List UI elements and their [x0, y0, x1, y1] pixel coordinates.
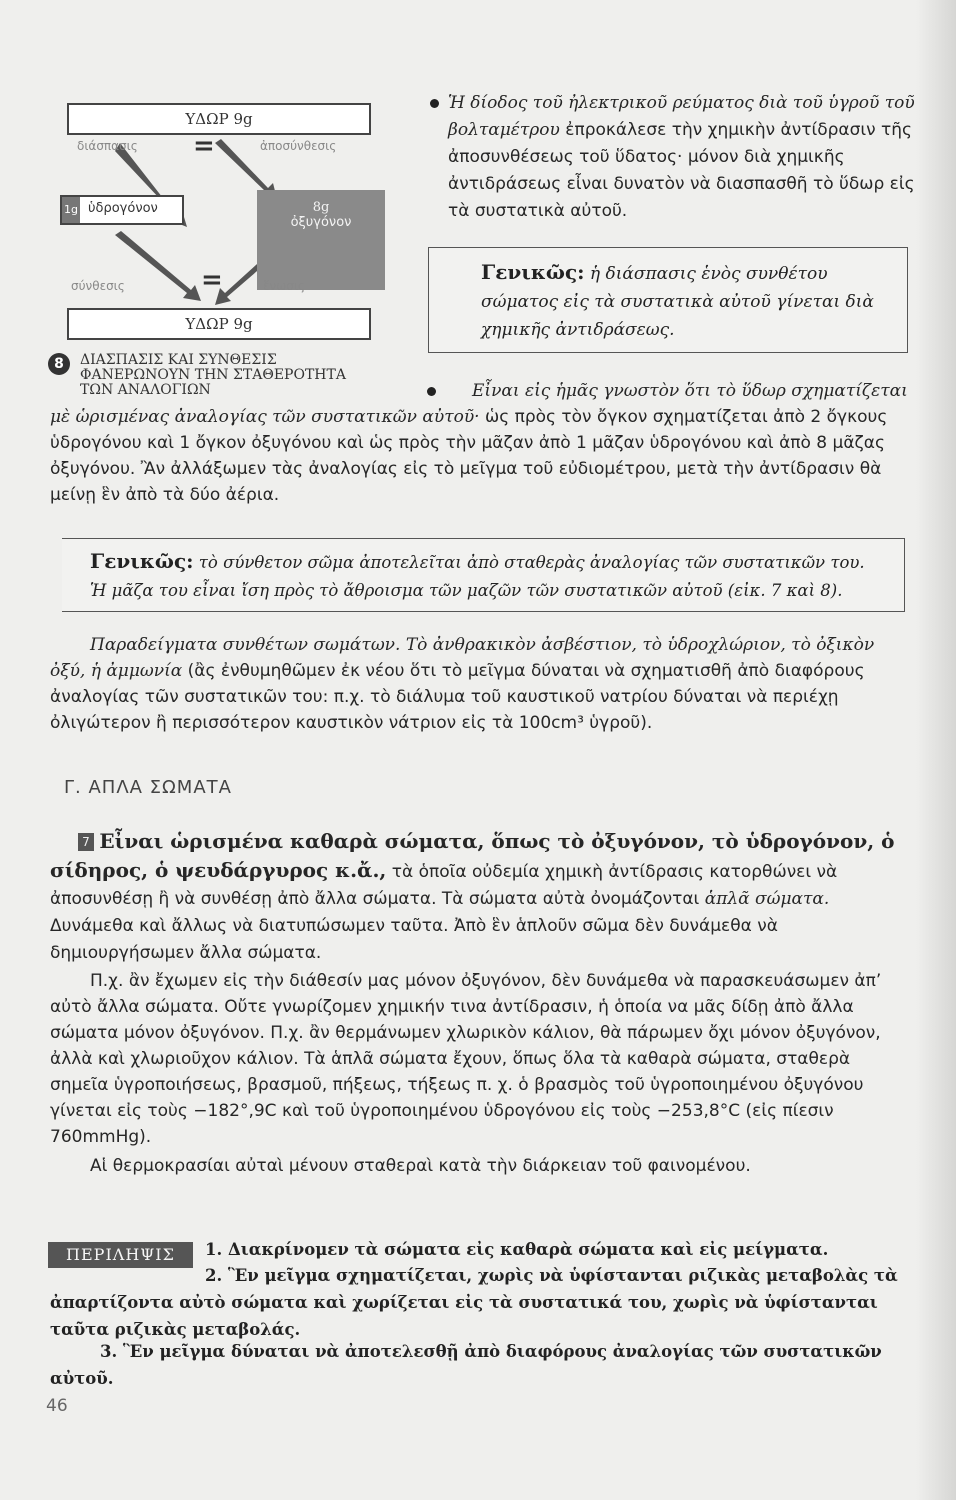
paragraph-4 — [50, 828, 908, 967]
general-box-1 — [428, 247, 908, 353]
bullet-1 — [430, 99, 439, 108]
general-text-2b: Ἡ μᾶζα του εἶναι ἴση πρὸς τὸ ἄθροισμα τῶν μαζῶν τῶν συστατικῶν αὐτοῦ (εἰκ. 7 καὶ 8). — [90, 581, 843, 600]
general-box-2-content — [90, 547, 900, 605]
page-number: 46 — [46, 1396, 68, 1416]
recomposition-label: ἀποσύνθεσις — [260, 139, 337, 153]
oxygen-box — [257, 190, 385, 290]
general-text-2a: τὸ σύνθετον σῶμα ἀποτελεῖται ἀπὸ σταθερὰς ἀναλογίας τῶν συστατικῶν του. — [198, 553, 865, 572]
summary-item-1: 1. Διακρίνομεν τὰ σώματα εἰς καθαρὰ σώματα καὶ εἰς μείγματα. — [205, 1240, 829, 1259]
figure-caption: ΔΙΑΣΠΑΣΙΣ ΚΑΙ ΣΥΝΘΕΣΙΣ ΦΑΝΕΡΩΝΟΥΝ ΤΗΝ ΣΤΑΘΕΡΟΤΗΤΑ ΤΩΝ ΑΝΑΛΟΓΙΩΝ — [80, 352, 346, 398]
paragraph-6 — [50, 1153, 908, 1179]
paragraph-3-text: (ἂς ἐνθυμηθῶμεν ἐκ νέου ὅτι τὸ μεῖγμα δύναται νὰ σχηματισθῆ ἀπὸ διαφόρους ἀναλογίας τῶν συστατικῶν του: π.χ. τὸ διάλυμα τοῦ καυστικοῦ νατρίου δύναται νὰ περιέχῃ ὀλιγώτερον ἢ περισσότερον καυστικὸν νάτριον εἰς τὰ 100cm³ ὑγροῦ). — [50, 661, 865, 733]
decomposition-label: διάσπασις — [77, 139, 138, 153]
paragraph-number: 7 — [78, 833, 94, 851]
arrow-from-hydrogen — [115, 231, 201, 301]
paragraph-4-text-a: τὰ ὁποῖα οὐδεμία χημικὴ ἀντίδρασις κατορθώνει νὰ ἀποσυνθέσῃ ἢ νὰ συνθέσῃ ἀπὸ ἄλλα σώματα. Τὰ σώματα αὐτὰ ὀνομάζονται — [50, 862, 838, 909]
paragraph-4-bold: Εἶναι ὡρισμένα καθαρὰ σώματα, ὅπως τὸ ὀξυγόνον, τὸ ὑδρογόνον, ὁ σίδηρος, ὁ ψευδάργυρος κ.ἄ., — [50, 829, 895, 882]
summary-tag: ΠΕΡΙΛΗΨΙΣ — [48, 1242, 193, 1268]
general-heading-2: Γενικῶς: — [90, 549, 194, 573]
paragraph-3-italic: Παραδείγματα συνθέτων σωμάτων. Τὸ ἀνθρακικὸν ἀσβέστιον, τὸ ὑδροχλώριον, τὸ ὀξικὸν ὀξύ, ἡ ἀμμωνία — [50, 635, 875, 681]
paragraph-3 — [50, 632, 908, 736]
paragraph-1-text: ἐπροκάλεσε τὴν χημικὴν ἀντίδρασιν τῆς ἀποσυνθέσεως τοῦ ὕδατος· μόνον διὰ χημικῆς ἀντιδράσεως εἶναι δυνατὸν νὰ διασπασθῆ τὸ ὕδωρ εἰς τὰ συστατικὰ αὐτοῦ. — [448, 120, 915, 221]
union-label: ἕνωσις — [263, 279, 305, 293]
paragraph-1 — [448, 90, 916, 225]
paragraph-5 — [50, 968, 908, 1150]
general-heading-1: Γενικῶς: — [481, 260, 585, 284]
hydrogen-box — [60, 195, 184, 225]
general-text-1: ἡ διάσπασις ἑνὸς συνθέτου σώματος εἰς τὰ συστατικὰ αὐτοῦ γίνεται διὰ χημικῆς ἀντιδράσεως. — [481, 264, 874, 340]
page-edge-shadow — [916, 0, 956, 1500]
hydrogen-label: ὑδρογόνον — [88, 201, 158, 216]
water-box-top: ΥΔΩΡ 9g — [67, 103, 371, 135]
paragraph-5-text: Π.χ. ἂν ἔχωμεν εἰς τὴν διάθεσίν μας μόνον ὀξυγόνον, δὲν δυνάμεθα νὰ παρασκευάσωμεν ἀπ’ αὐτὸ ἄλλα σώματα. Οὔτε γνωρίζομεν χημικήν τινα ἀντίδρασιν, ἡ ὁποία να μᾶς δίδῃ ἀπὸ ἄλλα σώματα μόνον ὀξυγόνον. Π.χ. ἂν θερμάνωμεν χλωρικὸν κάλιον, θὰ πάρωμεν ὄχι μόνον ὀξυγόνον, ἀλλὰ καὶ χλωριοῦχον κάλιον. Τὰ ἁπλᾶ σώματα ἔχουν, ὅπως ὅλα τὰ καθαρὰ σώματα, σταθερὰ σημεῖα ὑγροποιήσεως, βρασμοῦ, πήξεως, τήξεως π. χ. ὁ βρασμὸς τοῦ ὑγροποιημένου ὀξυγόνου γίνεται εἰς τοὺς −182°,9C καὶ τοῦ ὑγροποιημένου ὑδρογόνου εἰς τοὺς −253,8°C (εἰς πίεσιν 760mmHg). — [50, 971, 882, 1147]
water-box-bottom: ΥΔΩΡ 9g — [67, 308, 371, 340]
equals-sign-bottom: = — [201, 265, 223, 295]
paragraph-2-italic: Εἶναι εἰς ἡμᾶς γνωστὸν ὅτι τὸ ὕδωρ σχηματίζεται μὲ ὡρισμένας ἀναλογίας τῶν συστατικῶν αὐτοῦ· — [50, 381, 908, 427]
paragraph-6-text: Αἱ θερμοκρασίαι αὐταὶ μένουν σταθεραὶ κατὰ τὴν διάρκειαν τοῦ φαινομένου. — [90, 1156, 751, 1176]
section-title: Γ. ΑΠΛΑ ΣΩΜΑΤΑ — [64, 777, 232, 798]
paragraph-1-italic: Ἡ δίοδος τοῦ ἠλεκτρικοῦ ρεύματος διὰ τοῦ ὑγροῦ τοῦ βολταμέτρου — [448, 93, 915, 140]
synthesis-label: σύνθεσις — [71, 279, 125, 293]
oxygen-label: ὀξυγόνον — [290, 215, 352, 230]
summary-item-3: 3. Ἓν μεῖγμα δύναται νὰ ἀποτελεσθῇ ἀπὸ διαφόρους ἀναλογίας τῶν συστατικῶν αὐτοῦ. — [50, 1342, 882, 1388]
equals-sign-top: = — [193, 131, 215, 161]
oxygen-mass: 8g — [312, 200, 330, 215]
water-diagram — [55, 95, 385, 345]
paragraph-4-italic: ἁπλᾶ σώματα. — [704, 889, 830, 909]
paragraph-2-text: ὡς πρὸς τὸν ὄγκον σχηματίζεται ἀπὸ 2 ὄγκους ὑδρογόνου καὶ 1 ὄγκον ὀξυγόνου καὶ ὡς πρὸς τὴν μᾶζαν ἀπὸ 1 μᾶζαν ὑδρογόνου καὶ ἀπὸ 8 μᾶζας ὀξυγόνου. Ἂν ἀλλάξωμεν τὰς ἀναλογίας εἰς τὸ μεῖγμα τοῦ εὐδιομέτρου, μετὰ τὴν ἀντίδρασιν θὰ μείνῃ ἓν ἀπὸ τὰ δύο ἀέρια. — [50, 407, 888, 505]
paragraph-4-text-b: Δυνάμεθα καὶ ἄλλως νὰ διατυπώσωμεν ταῦτα. Ἀπὸ ἓν ἁπλοῦν σῶμα δὲν δυνάμεθα νὰ δημιουργήσωμεν ἄλλα σώματα. — [50, 916, 778, 963]
hydrogen-mass: 1g — [62, 197, 80, 223]
paragraph-2 — [50, 378, 910, 508]
general-box-1-content — [481, 258, 891, 344]
summary-item-2: 2. Ἓν μεῖγμα σχηματίζεται, χωρὶς νὰ ὑφίστανται ριζικὰς μεταβολὰς τὰ ἀπαρτίζοντα αὐτὸ σώματα καὶ χωρίζεται εἰς τὰ συστατικά του, χωρὶς νὰ ὑφίστανται ταῦτα ριζικὰς μεταβολάς. — [50, 1266, 898, 1339]
general-box-2 — [62, 538, 905, 612]
figure-number: 8 — [48, 353, 70, 375]
